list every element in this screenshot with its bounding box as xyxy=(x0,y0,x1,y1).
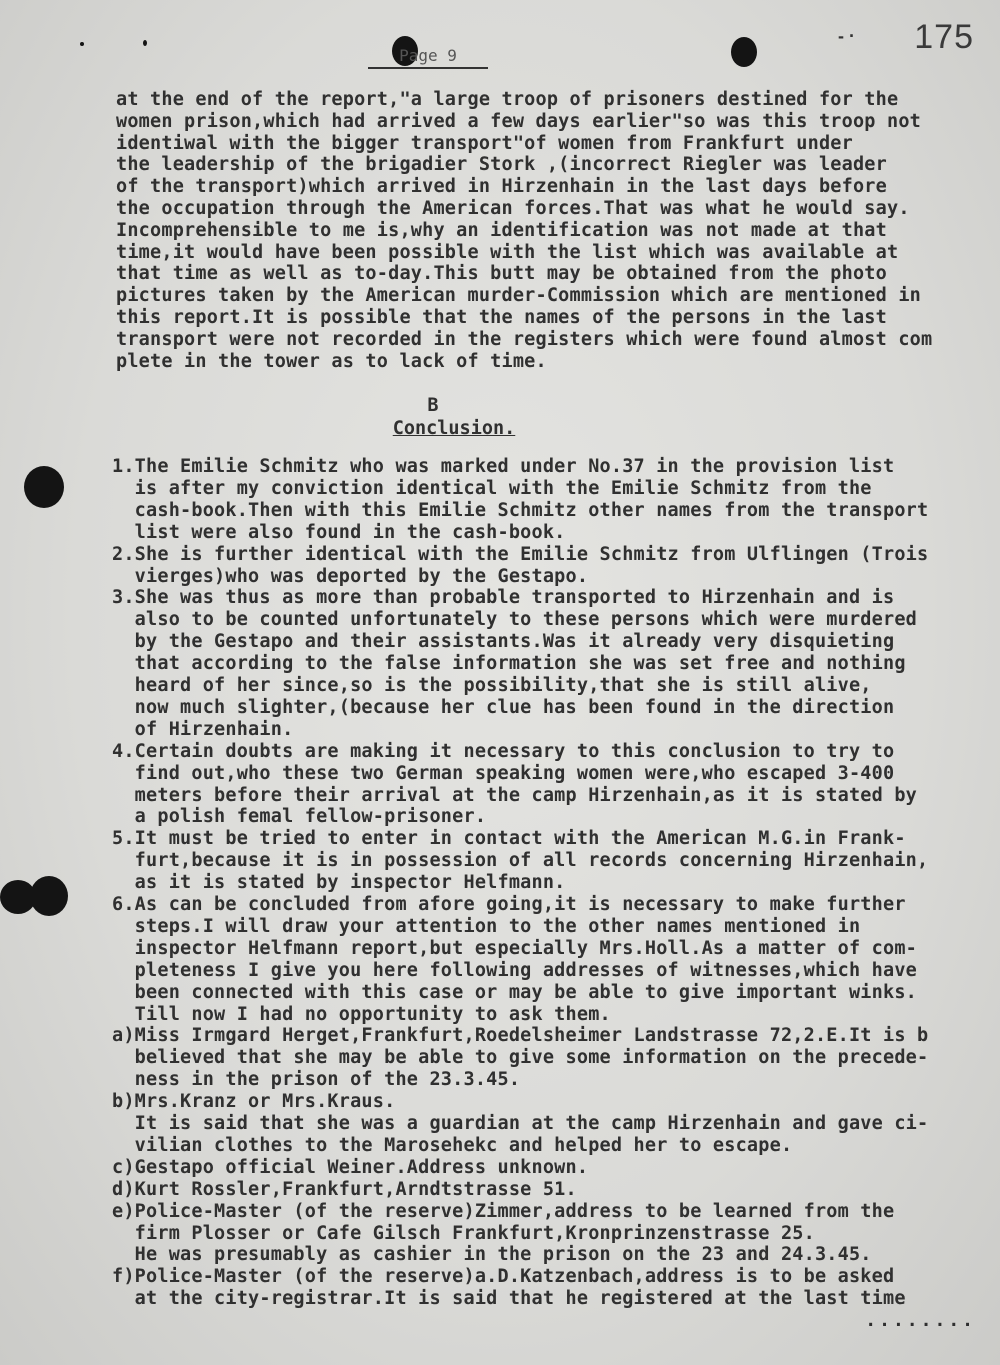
text-line: 3.She was thus as more than probable transported to Hirzenhain and is xyxy=(112,587,895,609)
text-line: 2.She is further identical with the Emilie Schmitz from Ulflingen (Trois xyxy=(112,543,929,565)
text-line: this report.It is possible that the names of the persons in the last xyxy=(116,307,887,328)
text-line: It is said that she was a guardian at the camp Hirzenhain and gave ci- xyxy=(112,1113,929,1134)
text-line: find out,who these two German speaking women were,who escaped 3-400 xyxy=(112,762,895,784)
text-line: b)Mrs.Kranz or Mrs.Kraus. xyxy=(112,1091,396,1113)
margin-dot xyxy=(143,40,147,46)
text-line: at the city-registrar.It is said that he registered at the last time xyxy=(112,1288,906,1310)
text-line: f)Police-Master (of the reserve)a.D.Katzenbach,address is to be asked xyxy=(112,1266,895,1288)
text-line: heard of her since,so is the possibility,that she is still alive, xyxy=(112,675,872,696)
text-line: plete in the tower as to lack of time. xyxy=(116,350,547,372)
text-line: e)Police-Master (of the reserve)Zimmer,address to be learned from the xyxy=(112,1200,895,1222)
text-line: 5.It must be tried to enter in contact with the American M.G.in Frank- xyxy=(112,828,906,850)
text-line: that according to the false information she was set free and nothing xyxy=(112,653,906,675)
text-line: Incomprehensible to me is,why an identification was not made at that xyxy=(116,219,887,241)
text-line: Till now I had no opportunity to ask them. xyxy=(112,1003,611,1025)
text-line: that time as well as to-day.This butt may be obtained from the photo xyxy=(116,263,887,285)
header-mark: - · xyxy=(838,26,855,46)
text-line: been connected with this case or may be able to give important winks. xyxy=(112,981,917,1003)
continuation-dots: ........ xyxy=(865,1310,976,1331)
text-line: firm Plosser or Cafe Gilsch Frankfurt,Kronprinzenstrasse 25. xyxy=(112,1222,815,1244)
text-line: cash-book.Then with this Emilie Schmitz other names from the transport xyxy=(112,499,929,521)
text-line: identiwal with the bigger transport"of women from Frankfurt under xyxy=(116,132,853,154)
text-line: pictures taken by the American murder-Commission which are mentioned in xyxy=(116,285,921,307)
text-line: d)Kurt Rossler,Frankfurt,Arndtstrasse 51. xyxy=(112,1178,577,1200)
text-line: 1.The Emilie Schmitz who was marked under No.37 in the provision list xyxy=(112,456,895,477)
text-line: also to be counted unfortunately to these persons which were murdered xyxy=(112,609,917,631)
folio-number: 175 xyxy=(914,18,974,56)
punch-hole-top-right xyxy=(731,37,757,67)
text-line: of Hirzenhain. xyxy=(112,718,294,740)
text-line: at the end of the report,"a large troop of prisoners destined for the xyxy=(116,89,899,110)
text-line: transport were not recorded in the registers which were found almost com xyxy=(116,328,933,350)
text-line: inspector Helfmann report,but especially Mrs.Holl.As a matter of com- xyxy=(112,937,917,959)
text-line: a)Miss Irmgard Herget,Frankfurt,Roedelsheimer Landstrasse 72,2.E.It is b xyxy=(112,1025,929,1047)
text-line: of the transport)which arrived in Hirzenhain in the last days before xyxy=(116,176,887,198)
text-line: list were also found in the cash-book. xyxy=(112,521,566,543)
text-line: He was presumably as cashier in the prison on the 23 and 24.3.45. xyxy=(112,1244,872,1266)
page-label: Page 9 xyxy=(368,46,488,69)
margin-dot xyxy=(80,42,84,46)
text-line: believed that she may be able to give some information on the precede- xyxy=(112,1047,929,1069)
text-line: furt,because it is in possession of all records concerning Hirzenhain, xyxy=(112,850,929,872)
text-line: by the Gestapo and their assistants.Was it already very disquieting xyxy=(112,631,895,653)
text-line: ness in the prison of the 23.3.45. xyxy=(112,1069,521,1091)
section-title: Conclusion. xyxy=(392,418,516,439)
text-line: vilian clothes to the Marosehekc and helped her to escape. xyxy=(112,1134,793,1156)
text-line: steps.I will draw your attention to the other names mentioned in xyxy=(112,915,861,937)
text-line: women prison,which had arrived a few days earlier"so was this troop not xyxy=(116,110,921,132)
text-line: the occupation through the American forces.That was what he would say. xyxy=(116,198,910,219)
text-line: time,it would have been possible with the list which was available at xyxy=(116,241,899,263)
text-line: pleteness I give you here following addresses of witnesses,which have xyxy=(112,959,917,981)
text-line: meters before their arrival at the camp Hirzenhain,as it is stated by xyxy=(112,784,917,806)
text-line: a polish femal fellow-prisoner. xyxy=(112,806,487,828)
text-line: 6.As can be concluded from afore going,it is necessary to make further xyxy=(112,894,906,915)
text-line: is after my conviction identical with the Emilie Schmitz from the xyxy=(112,477,872,499)
section-letter: B xyxy=(427,395,439,416)
text-line: the leadership of the brigadier Stork ,(incorrect Riegler was leader xyxy=(116,154,887,176)
text-line: c)Gestapo official Weiner.Address unknown. xyxy=(112,1156,589,1178)
punch-hole-left-lower-2 xyxy=(30,876,68,916)
text-line: vierges)who was deported by the Gestapo. xyxy=(112,565,589,587)
text-line: 4.Certain doubts are making it necessary to this conclusion to try to xyxy=(112,740,895,762)
text-line: as it is stated by inspector Helfmann. xyxy=(112,872,566,894)
punch-hole-left-upper xyxy=(24,466,64,508)
text-line: now much slighter,(because her clue has been found in the direction xyxy=(112,696,895,718)
